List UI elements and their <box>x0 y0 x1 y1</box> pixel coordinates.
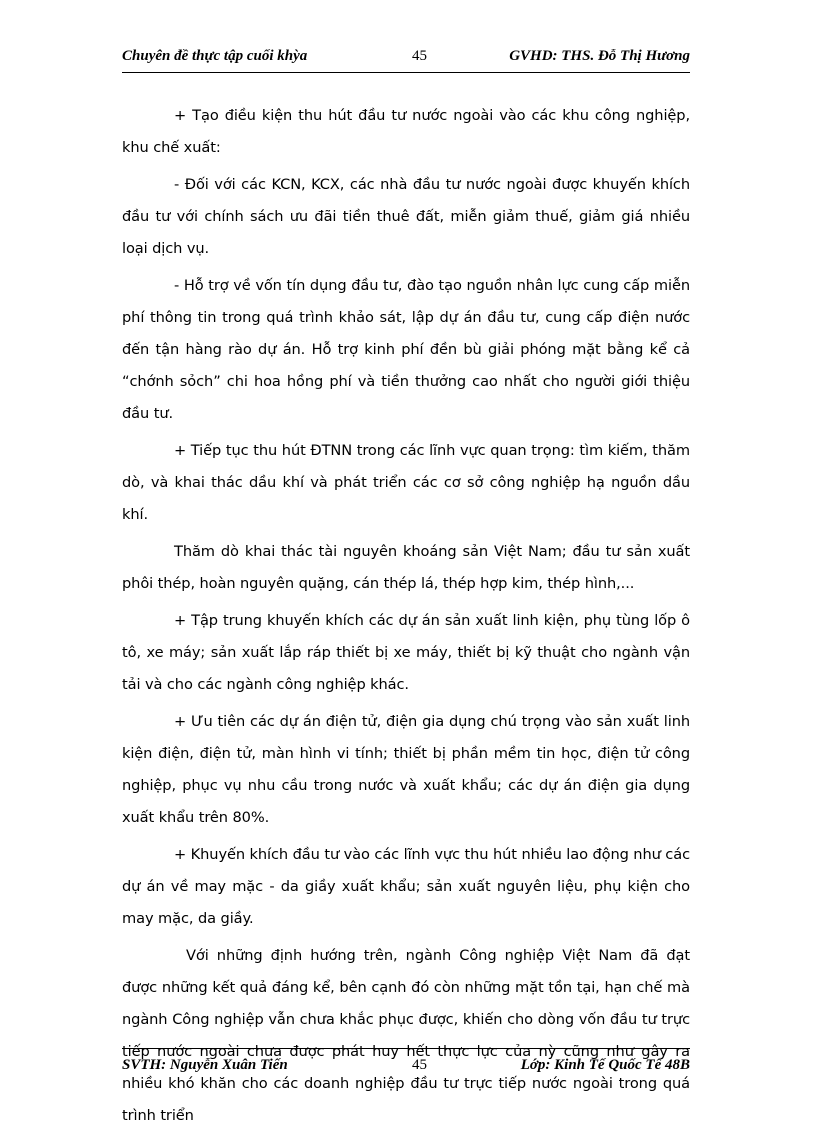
header-divider <box>122 72 690 73</box>
paragraph-3: - Hỗ trợ về vốn tín dụng đầu tư, đào tạo nguồn nhân lực cung cấp miễn phí thông tin trong quá trình khảo sát, lập dự án đầu tư, cung cấp điện nước đến tận hàng rào dự án. Hỗ trợ kinh phí đền bù giải phóng mặt bằng kể cả “chớnh sỏch” chi hoa hồng phí và tiền thưởng cao nhất cho người giới thiệu đầu tư. <box>122 277 690 422</box>
header-page-number: 45 <box>412 48 427 64</box>
paragraph-6: + Tập trung khuyến khích các dự án sản xuất linh kiện, phụ tùng lốp ô tô, xe máy; sản xuất lắp ráp thiết bị xe máy, thiết bị kỹ thuật cho ngành vận tải và cho các ngành công nghiệp khác. <box>122 612 690 693</box>
paragraph-2: - Đối với các KCN, KCX, các nhà đầu tư nước ngoài được khuyến khích đầu tư với chính sách ưu đãi tiền thuê đất, miễn giảm thuế, giảm giá nhiều loại dịch vụ. <box>122 176 690 257</box>
paragraph-9: Với những định hướng trên, ngành Công nghiệp Việt Nam đã đạt được những kết quả đáng kể, bên cạnh đó còn những mặt tồn tại, hạn chế mà ngành Công nghiệp vẫn chưa khắc phục được, khiến cho dòng vốn đầu tư trực tiếp nước ngoài chưa được phát huy hết thực lực của nỳ cũng như gây ra nhiều khó khăn cho các doanh nghiệp đầu tư trực tiếp nước ngoài trong quá trình triển <box>122 947 690 1124</box>
header-supervisor: GVHD: THS. Đỗ Thị Hương <box>509 48 690 64</box>
paragraph-7: + Ưu tiên các dự án điện tử, điện gia dụng chú trọng vào sản xuất linh kiện điện, điện tử, màn hình vi tính; thiết bị phần mềm tin học, điện tử công nghiệp, phục vụ nhu cầu trong nước và xuất khẩu; các dự án điện gia dụng xuất khẩu trên 80%. <box>122 713 690 826</box>
footer-page-number: 45 <box>412 1057 427 1073</box>
header-report-title: Chuyên đề thực tập cuối khỳa <box>122 48 308 64</box>
footer-divider <box>122 1048 690 1049</box>
page-footer <box>122 1057 690 1079</box>
footer-class-name: Lớp: Kinh Tế Quốc Tế 48B <box>520 1057 690 1073</box>
paragraph-1: + Tạo điều kiện thu hút đầu tư nước ngoài vào các khu công nghiệp, khu chế xuất: <box>122 107 690 156</box>
paragraph-5: Thăm dò khai thác tài nguyên khoáng sản Việt Nam; đầu tư sản xuất phôi thép, hoàn nguyên quặng, cán thép lá, thép hợp kim, thép hình,... <box>122 543 690 592</box>
page-header <box>122 48 690 70</box>
document-body <box>122 100 690 1137</box>
paragraph-8: + Khuyến khích đầu tư vào các lĩnh vực thu hút nhiều lao động như các dự án về may mặc - da giầy xuất khẩu; sản xuất nguyên liệu, phụ kiện cho may mặc, da giầy. <box>122 846 690 927</box>
footer-student-name: SVTH: Nguyễn Xuân Tiến <box>122 1057 288 1073</box>
paragraph-4: + Tiếp tục thu hút ĐTNN trong các lĩnh vực quan trọng: tìm kiếm, thăm dò, và khai thác dầu khí và phát triển các cơ sở công nghiệp hạ nguồn dầu khí. <box>122 442 690 523</box>
